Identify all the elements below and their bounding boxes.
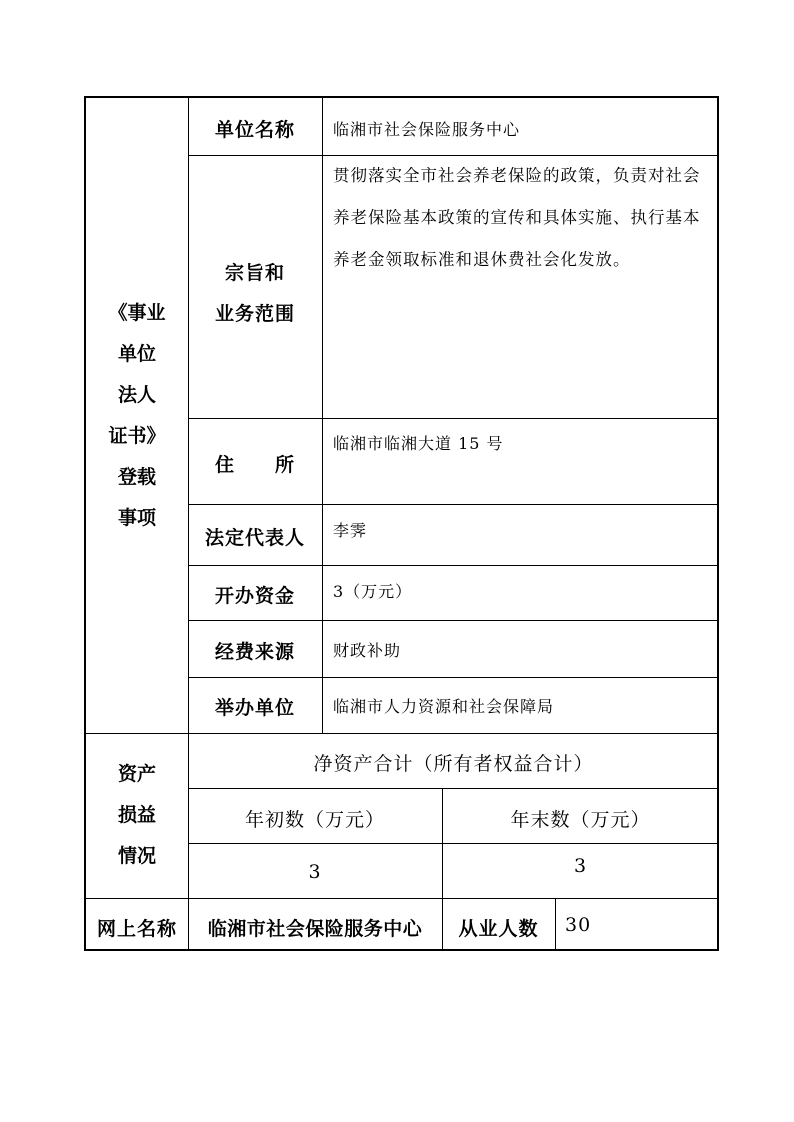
purpose-label: 宗旨和 业务范围 xyxy=(214,262,295,325)
registration-table xyxy=(84,96,719,951)
start-of-year-header: 年初数（万元） xyxy=(244,809,385,831)
registration-section-label: 《事业 单位 法人 证书》 登载 事项 xyxy=(108,302,166,529)
divider xyxy=(188,788,719,789)
legal-rep-label: 法定代表人 xyxy=(204,527,305,549)
funding-source-value: 财政补助 xyxy=(333,641,402,660)
net-assets-header: 净资产合计（所有者权益合计） xyxy=(313,753,594,775)
divider xyxy=(86,898,719,899)
staff-count-label: 从业人数 xyxy=(458,918,539,940)
divider xyxy=(86,733,719,734)
divider xyxy=(188,504,719,505)
startup-funds-value: 3（万元） xyxy=(333,582,413,601)
online-name-value: 临湘市社会保险服务中心 xyxy=(207,918,423,940)
divider xyxy=(188,677,719,678)
online-name-label: 网上名称 xyxy=(96,918,177,940)
divider xyxy=(188,620,719,621)
purpose-value: 贯彻落实全市社会养老保险的政策，负责对社会养老保险基本政策的宣传和具体实施、执行基本养老金领取标准和退休费社会化发放。 xyxy=(333,166,701,269)
start-of-year-value: 3 xyxy=(308,861,322,883)
address-value: 临湘市临湘大道 15 号 xyxy=(333,434,504,453)
legal-rep-value: 李霁 xyxy=(333,521,368,540)
address-label: 住 所 xyxy=(214,454,295,476)
end-of-year-header: 年末数（万元） xyxy=(510,809,651,831)
divider xyxy=(322,98,323,733)
sponsor-value: 临湘市人力资源和社会保障局 xyxy=(333,697,555,716)
funding-source-label: 经费来源 xyxy=(214,641,295,663)
end-of-year-value: 3 xyxy=(573,855,588,877)
assets-section-label: 资产 损益 情况 xyxy=(117,763,156,867)
divider xyxy=(188,418,719,419)
staff-count-value: 30 xyxy=(565,914,592,936)
unit-name-value: 临湘市社会保险服务中心 xyxy=(333,120,521,139)
divider xyxy=(188,843,719,844)
divider xyxy=(555,898,556,951)
sponsor-label: 举办单位 xyxy=(214,697,295,719)
unit-name-label: 单位名称 xyxy=(214,119,295,141)
startup-funds-label: 开办资金 xyxy=(214,585,295,607)
divider xyxy=(188,565,719,566)
